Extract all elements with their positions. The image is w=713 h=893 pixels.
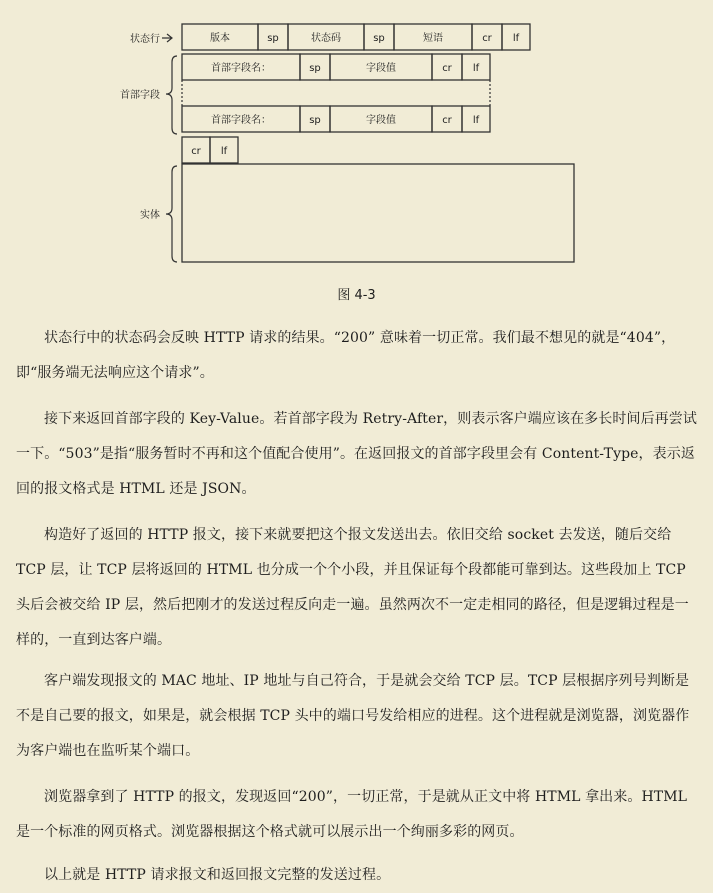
status-cell-sp: sp — [373, 33, 385, 44]
status-cell-lf: lf — [512, 33, 520, 44]
paragraph: 客户端发现报文的 MAC 地址、IP 地址与自己符合，于是就会交给 TCP 层。TCP 层根据序列号判断是不是自己要的报文，如果是，就会根据 TCP 头中的端口号发给相应的进程。这个进程就是浏览器，浏览器作为客户端也在监听某个端口。 — [16, 673, 690, 759]
header-fields-brace — [166, 56, 177, 134]
status-line-label: 状态行 — [130, 34, 160, 45]
status-line-pointer — [162, 34, 172, 42]
figure-caption: 图 4-3 — [337, 288, 376, 303]
header-cell-cr: cr — [442, 115, 452, 126]
paragraph: 构造好了返回的 HTTP 报文，接下来就要把这个报文发送出去。依旧交给 socket 去发送，随后交给 TCP 层，让 TCP 层将返回的 HTML 也分成一个个小段，并且保证每个段都能可靠到达。这些段加上 TCP 头后会被交给 IP 层，然后把刚才的发送过程反向走一遍。虽然两次不一定走相同的路径，但是逻辑过程是一样的，一直到达客户端。 — [16, 527, 689, 648]
header-ellipsis-region — [182, 80, 490, 106]
status-cell-phrase: 短语 — [423, 33, 443, 44]
end-cell-lf: lf — [220, 146, 228, 157]
body-label: 实体 — [140, 210, 160, 221]
status-cell-sp: sp — [267, 33, 279, 44]
status-line-row — [182, 24, 530, 50]
paragraph: 浏览器拿到了 HTTP 的报文，发现返回“200”，一切正常，于是就从正文中将 HTML 拿出来。HTML 是一个标准的网页格式。浏览器根据这个格式就可以展示出一个绚丽多彩的网页。 — [16, 789, 688, 840]
header-row-last — [182, 106, 490, 132]
header-row-first — [182, 54, 490, 80]
paragraph: 以上就是 HTTP 请求报文和返回报文完整的发送过程。 — [44, 867, 391, 883]
status-cell-version: 版本 — [210, 33, 230, 44]
http-response-format-diagram — [0, 0, 713, 275]
header-cell-lf: lf — [472, 115, 480, 126]
status-cell-status-code: 状态码 — [311, 33, 341, 44]
end-cell-cr: cr — [191, 146, 201, 157]
header-cell-name: 首部字段名： — [211, 115, 271, 126]
header-cell-name: 首部字段名： — [211, 63, 271, 74]
header-cell-cr: cr — [442, 63, 452, 74]
paragraph: 接下来返回首部字段的 Key-Value。若首部字段为 Retry-After，则表示客户端应该在多长时间后再尝试一下。“503”是指“服务暂时不再和这个值配合使用”。在返回报文的首部字段里会有 Content-Type，表示返回的报文格式是 HTML 还是 JSON。 — [16, 411, 697, 497]
header-cell-sp: sp — [309, 63, 321, 74]
header-cell-value: 字段值 — [366, 63, 396, 74]
header-fields-label: 首部字段 — [120, 90, 160, 101]
body-brace — [166, 166, 177, 262]
header-cell-sp: sp — [309, 115, 321, 126]
header-cell-lf: lf — [472, 63, 480, 74]
paragraph: 状态行中的状态码会反映 HTTP 请求的结果。“200” 意味着一切正常。我们最不想见的就是“404”，即“服务端无法响应这个请求”。 — [16, 330, 676, 381]
body-box — [182, 164, 574, 262]
header-cell-value: 字段值 — [366, 115, 396, 126]
header-end-row — [182, 137, 238, 163]
status-cell-cr: cr — [482, 33, 492, 44]
